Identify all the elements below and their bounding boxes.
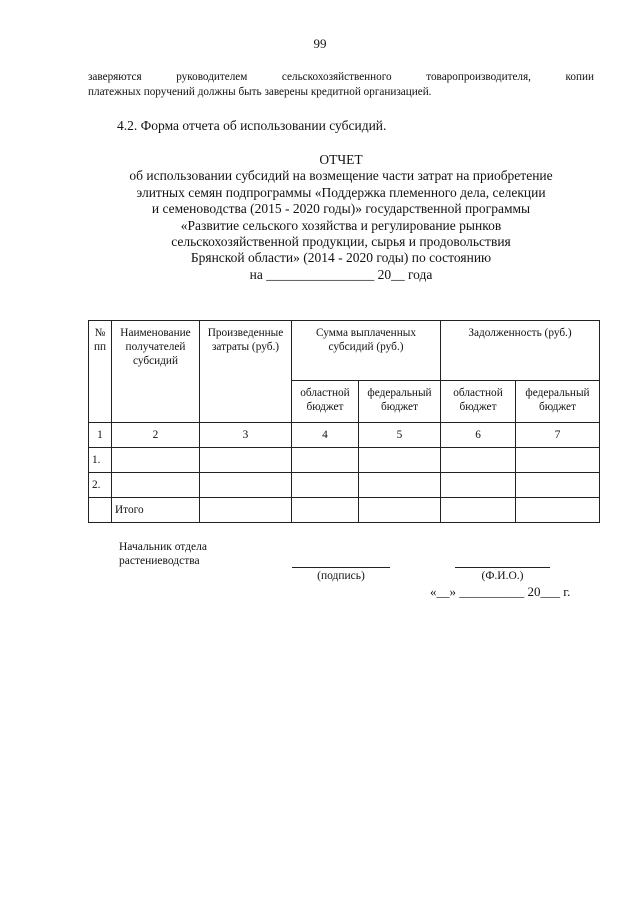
table-cell	[359, 448, 441, 473]
fio-caption: (Ф.И.О.)	[481, 570, 524, 582]
report-date-line: на ________________ 20__ года	[249, 266, 433, 282]
report-heading-line: «Развитие сельского хозяйства и регулирование рынков	[180, 217, 502, 233]
column-number-row	[89, 423, 600, 448]
subheader-federal: федеральный бюджет	[359, 381, 441, 423]
report-heading-line: элитных семян подпрограммы «Поддержка племенного дела, селекции	[136, 184, 546, 200]
header-costs: Произведенные затраты (руб.)	[200, 321, 292, 423]
page-number: 99	[313, 36, 327, 51]
header-name: Наименование получателей субсидий	[112, 321, 200, 423]
report-heading-line: Брянской области» (2014 - 2020 годы) по состоянию	[190, 250, 492, 266]
intro-word: заверяются	[88, 71, 142, 83]
signature-position	[119, 540, 207, 568]
signature-line	[292, 567, 390, 568]
column-number: 4	[292, 423, 359, 448]
report-heading-line: сельскохозяйственной продукции, сырья и продовольствия	[171, 234, 511, 250]
intro-line-2: платежных поручений должны быть заверены кредитной организацией.	[88, 86, 432, 98]
column-number: 2	[112, 423, 200, 448]
header-subsidies: Сумма выплаченных субсидий (руб.)	[292, 321, 441, 381]
column-number: 7	[516, 423, 600, 448]
date-line: «__» __________ 20___ г.	[430, 584, 571, 599]
column-number: 3	[200, 423, 292, 448]
fio-line	[455, 567, 550, 568]
table-row	[89, 448, 600, 473]
table-cell	[292, 448, 359, 473]
subheader-regional: областной бюджет	[441, 381, 516, 423]
table-row-total	[89, 498, 600, 523]
subheader-federal: федеральный бюджет	[516, 381, 600, 423]
row-name-cell	[112, 448, 200, 473]
table-cell	[516, 448, 600, 473]
position-line-1: Начальник отдела	[119, 541, 207, 553]
table-row	[89, 473, 600, 498]
position-line-2: растениеводства	[119, 555, 200, 567]
row-name-cell: Итого	[112, 498, 200, 523]
report-heading-line: об использовании субсидий на возмещение части затрат на приобретение	[129, 168, 553, 184]
intro-word: товаропроизводителя,	[426, 71, 531, 83]
report-heading	[88, 152, 594, 283]
report-table	[88, 320, 600, 523]
table-cell	[441, 498, 516, 523]
column-number: 1	[89, 423, 112, 448]
column-number: 6	[441, 423, 516, 448]
intro-paragraph	[88, 70, 594, 100]
table-cell	[200, 448, 292, 473]
table-cell	[292, 473, 359, 498]
intro-line-1	[88, 70, 594, 85]
table-cell	[359, 473, 441, 498]
table-cell	[516, 473, 600, 498]
table-cell	[292, 498, 359, 523]
signature-caption: (подпись)	[317, 570, 365, 582]
intro-word: копии	[565, 71, 594, 83]
table-cell	[359, 498, 441, 523]
header-num: № пп	[89, 321, 112, 423]
intro-word: сельскохозяйственного	[281, 71, 392, 83]
column-number: 5	[359, 423, 441, 448]
section-title: 4.2. Форма отчета об использовании субсидий.	[117, 118, 387, 133]
subheader-regional: областной бюджет	[292, 381, 359, 423]
table-cell	[516, 498, 600, 523]
row-name-cell	[112, 473, 200, 498]
report-heading-line: и семеноводства (2015 - 2020 годы)» государственной программы	[151, 201, 531, 217]
header-debt: Задолженность (руб.)	[441, 321, 600, 381]
report-title: ОТЧЕТ	[319, 152, 363, 167]
table-cell	[200, 498, 292, 523]
table-header-row	[89, 321, 600, 381]
row-num-cell	[89, 498, 112, 523]
table-cell	[200, 473, 292, 498]
table-cell	[441, 448, 516, 473]
table-cell	[441, 473, 516, 498]
row-num-cell: 2.	[89, 473, 112, 498]
row-num-cell: 1.	[89, 448, 112, 473]
intro-word: руководителем	[176, 71, 248, 83]
